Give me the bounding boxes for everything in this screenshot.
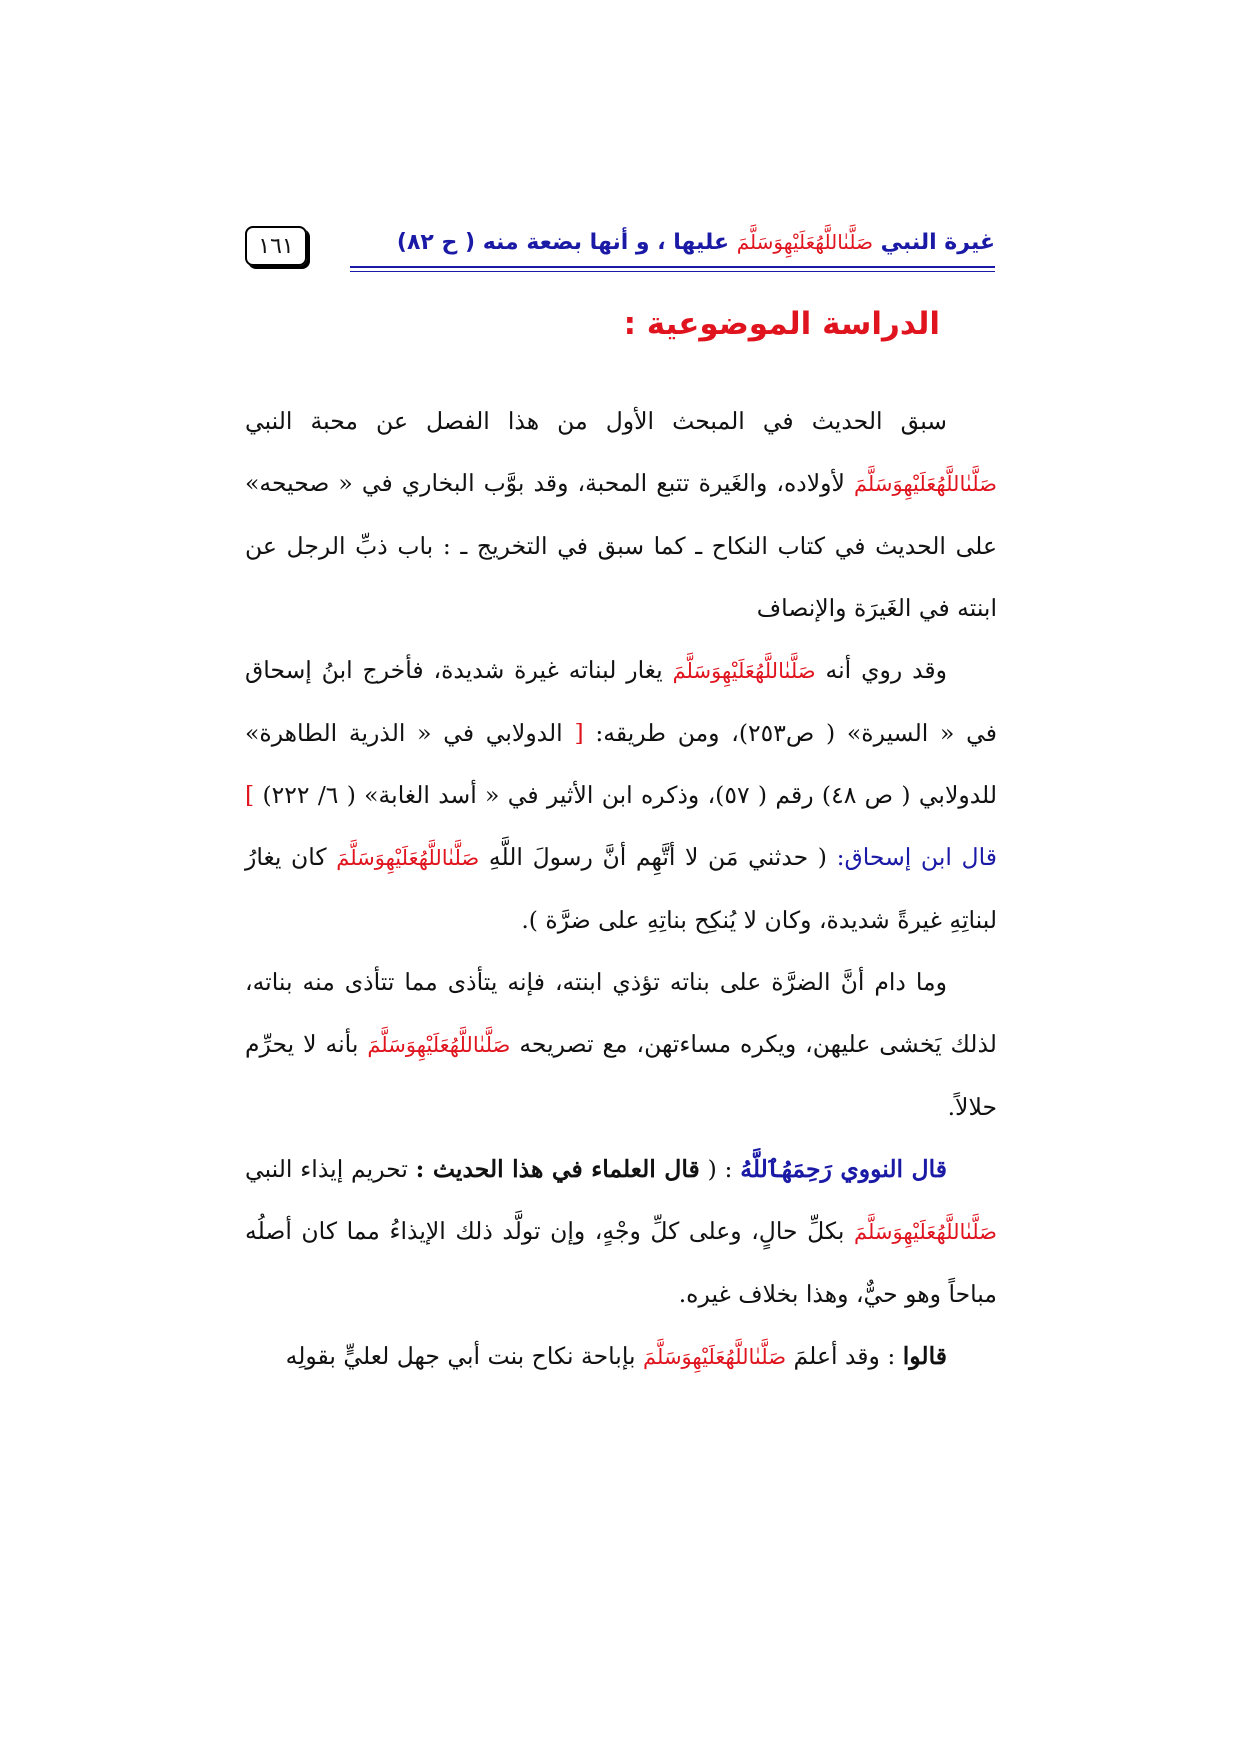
p5-qalu: قالوا xyxy=(902,1342,947,1370)
p2-text-b: يغار لبناته غيرة شديدة، فأخرج ابنُ إسحاق في « السيرة» ( ص٢٥٣)، ومن طريقه: xyxy=(245,656,997,747)
salawat-glyph: صَلَّىٰاللَّهُعَلَيْهِوَسَلَّمَ xyxy=(643,1345,787,1369)
paragraph-4 xyxy=(245,1138,997,1325)
p2-text-a: وقد روي أنه xyxy=(825,656,947,684)
salawat-glyph: صَلَّىٰاللَّهُعَلَيْهِوَسَلَّمَ xyxy=(853,1220,997,1244)
running-title xyxy=(397,230,995,255)
p2-speaker: قال ابن إسحاق: xyxy=(836,843,997,871)
paragraph-5 xyxy=(245,1325,997,1388)
salawat-glyph: صَلَّىٰاللَّهُعَلَيْهِوَسَلَّمَ xyxy=(367,1033,511,1057)
p3-text-b: بأنه لا يحرِّم حلالاً. xyxy=(245,1030,997,1121)
page-number xyxy=(245,226,307,266)
page-header xyxy=(245,226,995,268)
p2-text-c: الدولابي في « الذرية الطاهرة» للدولابي ( ص ٤٨) رقم ( ٥٧)، وذكره ابن الأثير في « أسد الغابة» ( ٦/ ٢٢٢) xyxy=(245,719,997,809)
p1-text-b: لأولاده، والغَيرة تتبع المحبة، وقد بوَّب البخاري في « صحيحه» على الحديث في كتاب النكاح ـ كما سبق في التخريج ـ : باب ذبِّ الرجل عن ابنته في الغَيرَة والإنصاف xyxy=(245,469,997,622)
p4-speaker: قال النووي رَحِمَهُٱللَّهُ xyxy=(740,1155,947,1183)
p4-open-paren: ( xyxy=(707,1155,717,1183)
salawat-glyph: صَلَّىٰاللَّهُعَلَيْهِوَسَلَّمَ xyxy=(736,230,873,254)
p4-colon: : xyxy=(724,1155,733,1183)
header-rule xyxy=(350,266,995,272)
p2-text-d: ( حدثني مَن لا أتَّهِم أنَّ رسولَ اللَّهِ xyxy=(488,843,827,871)
paragraph-2 xyxy=(245,639,997,951)
p1-text-a: سبق الحديث في المبحث الأول من هذا الفصل عن محبة النبي xyxy=(245,407,947,435)
p4-text-b: بكلِّ حالٍ، وعلى كلِّ وجْهٍ، وإن تولَّد ذلك الإيذاءُ مما كان أصلُه مباحاً وهو حيٌّ، وهذا بخلاف غيره. xyxy=(245,1217,997,1308)
body-text xyxy=(245,390,997,1388)
p2-text-e: كان يغارُ لبناتِهِ غيرةً شديدة، وكان لا يُنكِح بناتِهِ على ضرَّة ). xyxy=(245,843,997,934)
paragraph-3 xyxy=(245,951,997,1138)
salawat-glyph: صَلَّىٰاللَّهُعَلَيْهِوَسَلَّمَ xyxy=(336,846,480,870)
p3-text-a: وما دام أنَّ الضرَّة على بناته تؤذي ابنته، فإنه يتأذى مما تتأذى منه بناته، لذلك يَخشى عليهن، ويكره مساءتهن، مع تصريحه xyxy=(245,968,997,1058)
section-heading: الدراسة الموضوعية : xyxy=(623,306,940,342)
p5-text-b: بإباحة نكاح بنت أبي جهل لعليٍّ بقولِه xyxy=(285,1342,636,1370)
p5-text-a: : وقد أعلمَ xyxy=(793,1342,896,1370)
p4-ulama: قال العلماء في هذا الحديث : xyxy=(415,1155,700,1183)
salawat-glyph: صَلَّىٰاللَّهُعَلَيْهِوَسَلَّمَ xyxy=(853,472,997,496)
paragraph-1 xyxy=(245,390,997,639)
running-title-part2: عليها ، و أنها بضعة منه xyxy=(482,230,730,255)
p4-text-a: تحريم إيذاء النبي xyxy=(245,1155,408,1183)
page-number-text: ١٦١ xyxy=(258,233,294,259)
running-title-part1: غيرة النبي xyxy=(880,230,995,255)
running-title-ref: ( ح ٨٢) xyxy=(396,230,476,255)
bracket-close: ] xyxy=(245,781,255,809)
bracket-open: [ xyxy=(574,719,584,747)
salawat-glyph: صَلَّىٰاللَّهُعَلَيْهِوَسَلَّمَ xyxy=(672,659,816,683)
